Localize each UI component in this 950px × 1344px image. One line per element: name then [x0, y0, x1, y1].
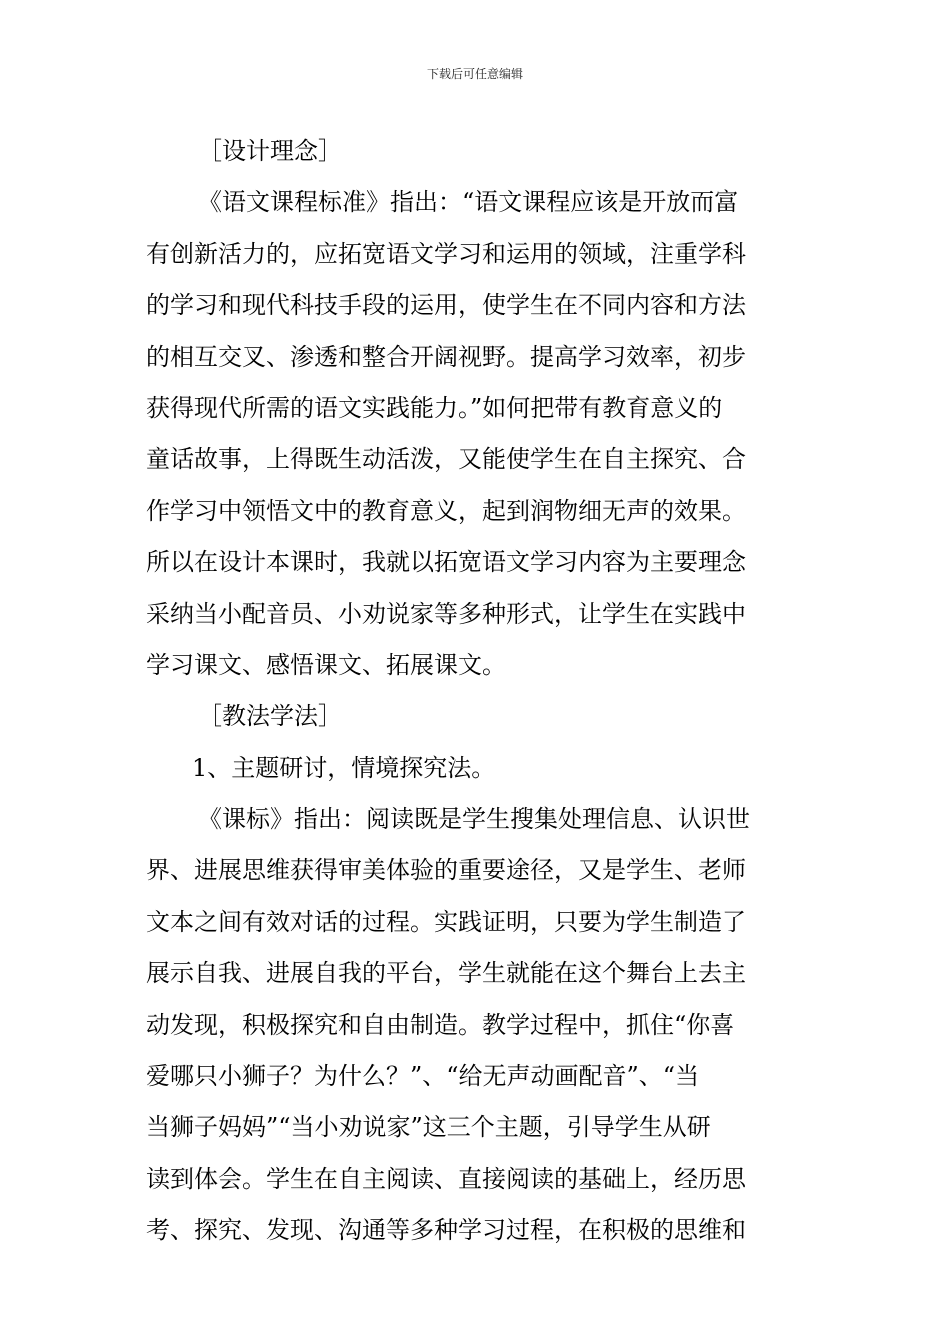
paragraph-line: 作学习中领悟文中的教育意义，起到润物细无声的效果。	[146, 496, 746, 525]
paragraph-line: 读到体会。学生在自主阅读、直接阅读的基础上，经历思	[146, 1164, 746, 1193]
paragraph-line: 《语文课程标准》指出：“语文课程应该是开放而富	[198, 188, 739, 217]
paragraph-line: 学习课文、感悟课文、拓展课文。	[146, 650, 506, 679]
list-item-heading: 1、主题研讨，情境探究法。	[192, 753, 496, 782]
paragraph-line: 获得现代所需的语文实践能力。”如何把带有教育意义的	[146, 393, 723, 422]
paragraph-line: 界、进展思维获得审美体验的重要途径，又是学生、老师	[146, 856, 746, 885]
section-heading-design-concept: ［设计理念］	[198, 137, 342, 165]
page-header-note: 下载后可任意编辑	[426, 67, 523, 81]
paragraph-line: 的学习和现代科技手段的运用，使学生在不同内容和方法	[146, 291, 746, 320]
paragraph-line: 《课标》指出：阅读既是学生搜集处理信息、认识世	[198, 805, 750, 834]
paragraph-line: 所以在设计本课时，我就以拓宽语文学习内容为主要理念	[146, 548, 746, 577]
paragraph-line: 文本之间有效对话的过程。实践证明，只要为学生制造了	[146, 907, 746, 936]
section-heading-teaching-methods: ［教法学法］	[198, 702, 342, 731]
paragraph-line: 展示自我、进展自我的平台，学生就能在这个舞台上去主	[146, 959, 746, 988]
paragraph-line: 童话故事，上得既生动活泼，又能使学生在自主探究、合	[146, 445, 746, 474]
paragraph-line: 有创新活力的，应拓宽语文学习和运用的领域，注重学科	[146, 239, 746, 268]
paragraph-line: 的相互交叉、渗透和整合开阔视野。提高学习效率，初步	[146, 342, 746, 371]
paragraph-line: 爱哪只小狮子？为什么？”、“给无声动画配音”、“当	[146, 1062, 700, 1091]
paragraph-line: 当狮子妈妈”“当小劝说家”这三个主题，引导学生从研	[146, 1113, 711, 1142]
paragraph-line: 动发现，积极探究和自由制造。教学过程中，抓住“你喜	[146, 1010, 735, 1039]
document-body	[146, 126, 810, 1257]
paragraph-line: 考、探究、发现、沟通等多种学习过程，在积极的思维和	[146, 1216, 746, 1245]
paragraph-line: 采纳当小配音员、小劝说家等多种形式，让学生在实践中	[146, 599, 746, 628]
